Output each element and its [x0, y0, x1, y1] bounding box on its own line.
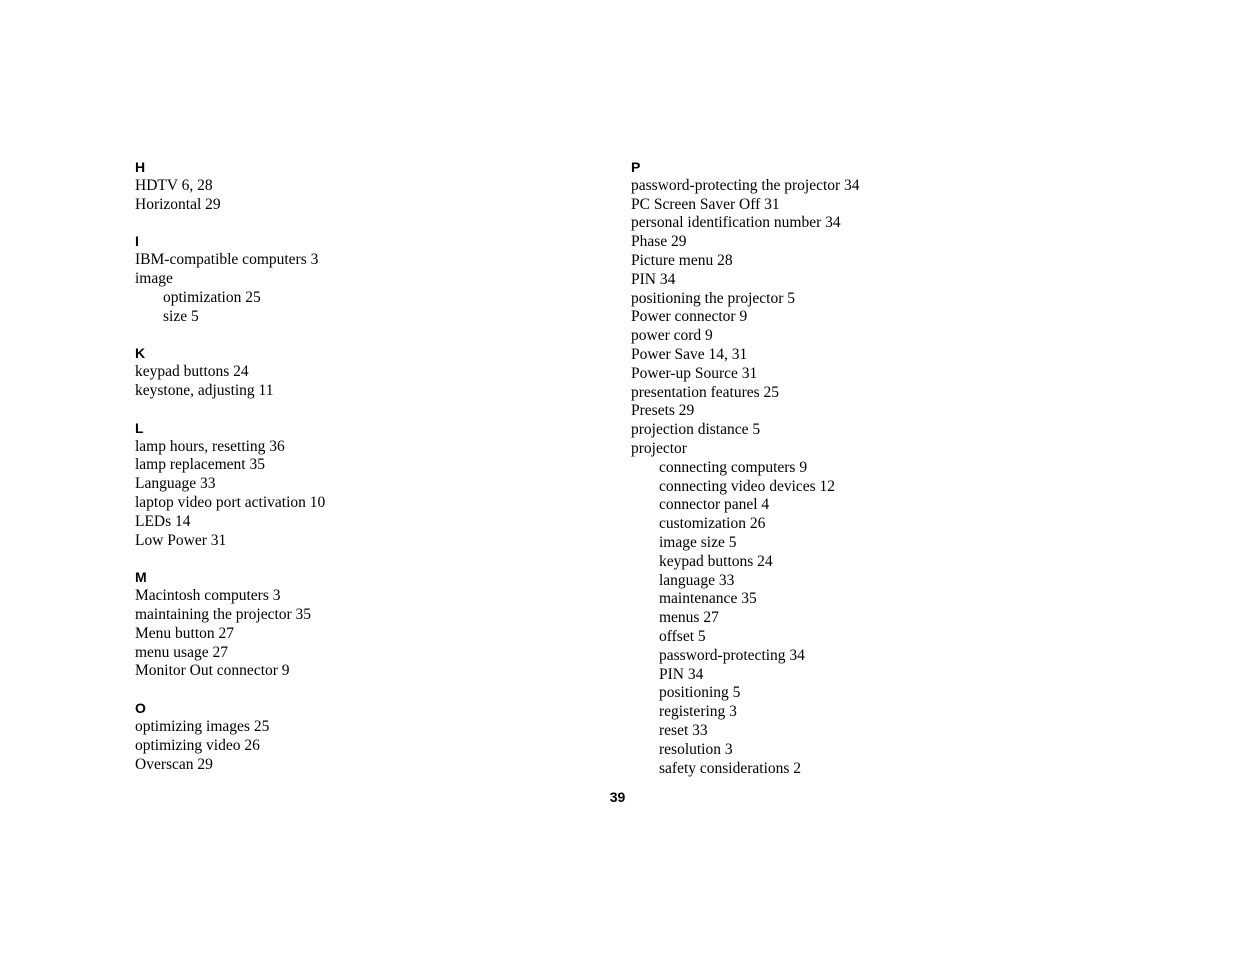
- index-entry: Horizontal 29: [135, 195, 221, 213]
- section-letter-o: O: [135, 700, 146, 717]
- index-entry: presentation features 25: [631, 383, 780, 401]
- index-subentry: resolution 3: [659, 740, 733, 758]
- index-entry: Power connector 9: [631, 308, 748, 326]
- index-entry: PC Screen Saver Off 31: [631, 195, 780, 213]
- index-entry: power cord 9: [631, 327, 713, 345]
- index-entry: lamp hours, resetting 36: [135, 437, 285, 455]
- index-entry: laptop video port activation 10: [135, 493, 326, 511]
- index-section-h: [135, 158, 555, 214]
- index-entry: Power-up Source 31: [631, 364, 758, 382]
- index-section-l: [135, 419, 555, 551]
- index-subentry: connector panel 4: [659, 496, 770, 514]
- index-subentry: menus 27: [659, 609, 719, 627]
- index-subentry: size 5: [163, 307, 199, 325]
- index-subentry: registering 3: [659, 703, 737, 721]
- index-section-k: [135, 344, 555, 400]
- index-subentry: connecting computers 9: [659, 458, 808, 476]
- index-column-left: [135, 158, 555, 792]
- section-letter-m: M: [135, 569, 147, 586]
- index-subentry: positioning 5: [659, 684, 741, 702]
- index-entry: lamp replacement 35: [135, 456, 265, 474]
- index-subentry: reset 33: [659, 721, 708, 739]
- index-column-right: [631, 158, 1091, 796]
- index-entry: Macintosh computers 3: [135, 587, 281, 605]
- index-subentry: image size 5: [659, 533, 737, 551]
- index-entry: Language 33: [135, 475, 216, 493]
- index-entry: projector: [631, 439, 687, 457]
- index-subentry: optimization 25: [163, 288, 261, 306]
- index-entry: Presets 29: [631, 402, 695, 420]
- index-entry: menu usage 27: [135, 643, 228, 661]
- index-entry: Picture menu 28: [631, 251, 733, 269]
- index-entry: Low Power 31: [135, 531, 227, 549]
- index-entry: Overscan 29: [135, 755, 213, 773]
- index-section-i: [135, 232, 555, 326]
- section-letter-p: P: [631, 159, 641, 175]
- index-entry: keystone, adjusting 11: [135, 381, 274, 399]
- index-entry: password-protecting the projector 34: [631, 176, 860, 194]
- index-subentry: safety considerations 2: [659, 759, 802, 777]
- index-entry: keypad buttons 24: [135, 363, 249, 381]
- index-entry: personal identification number 34: [631, 214, 841, 232]
- index-entry: Monitor Out connector 9: [135, 662, 290, 680]
- section-letter-l: L: [135, 419, 144, 436]
- index-entry: HDTV 6, 28: [135, 176, 213, 194]
- index-entry: positioning the projector 5: [631, 289, 796, 307]
- section-letter-k: K: [135, 345, 146, 362]
- index-entry: IBM-compatible computers 3: [135, 251, 319, 269]
- index-entry: projection distance 5: [631, 421, 761, 439]
- index-subentry: maintenance 35: [659, 590, 757, 608]
- section-letter-i: I: [135, 233, 139, 250]
- index-subentry: password-protecting 34: [659, 646, 805, 664]
- section-letter-h: H: [135, 159, 146, 175]
- index-entry: optimizing images 25: [135, 717, 270, 735]
- index-subentry: offset 5: [659, 627, 706, 645]
- index-entry: LEDs 14: [135, 512, 191, 530]
- index-subentry: PIN 34: [659, 665, 704, 683]
- index-entry: Phase 29: [631, 233, 687, 251]
- index-entry: image: [135, 269, 173, 287]
- index-subentry: language 33: [659, 571, 735, 589]
- index-entry: PIN 34: [631, 270, 676, 288]
- index-subentry: connecting video devices 12: [659, 477, 836, 495]
- page-number: 39: [609, 789, 626, 805]
- index-entry: Power Save 14, 31: [631, 345, 748, 363]
- index-entry: maintaining the projector 35: [135, 605, 312, 623]
- index-section-p: [631, 158, 1091, 778]
- index-subentry: customization 26: [659, 515, 766, 533]
- index-entry: optimizing video 26: [135, 736, 260, 754]
- index-section-o: [135, 699, 555, 774]
- index-section-m: [135, 568, 555, 681]
- index-subentry: keypad buttons 24: [659, 552, 773, 570]
- index-entry: Menu button 27: [135, 624, 235, 642]
